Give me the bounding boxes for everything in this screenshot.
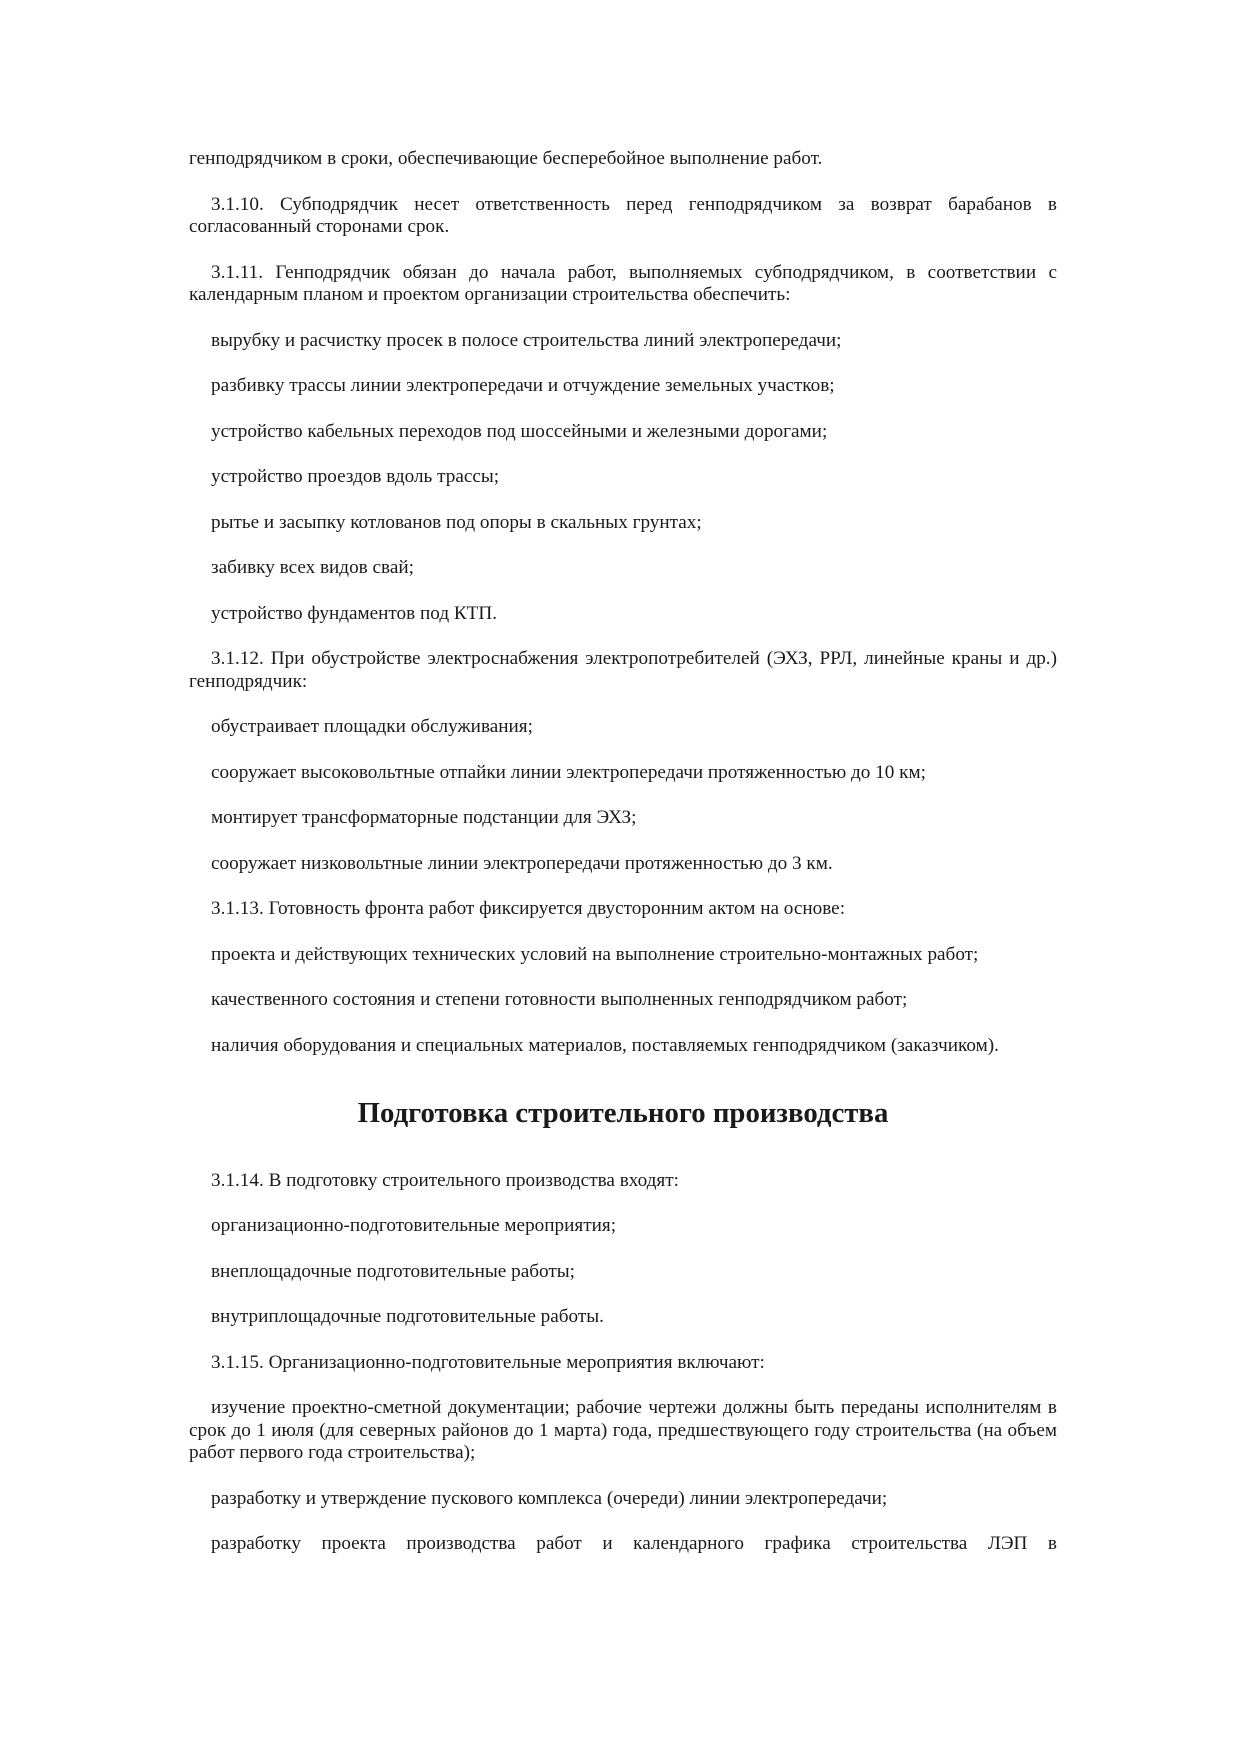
list-item: рытье и засыпку котлованов под опоры в скальных грунтах;	[211, 511, 702, 533]
list-item: сооружает низковольтные линии электропередачи протяженностью до 3 км.	[211, 852, 833, 874]
list-item: устройство проездов вдоль трассы;	[211, 466, 500, 487]
list-item: качественного состояния и степени готовности выполненных генподрядчиком работ;	[211, 989, 908, 1010]
paragraph-3-1-15: 3.1.15. Организационно-подготовительные мероприятия включают:	[211, 1351, 765, 1373]
list-item: проекта и действующих технических условий на выполнение строительно-монтажных работ;	[211, 943, 979, 965]
list-item: разработку и утверждение пускового комплекса (очереди) линии электропередачи;	[211, 1487, 888, 1509]
list-item: разбивку трассы линии электропередачи и отчуждение земельных участков;	[211, 375, 835, 396]
list-item: устройство кабельных переходов под шоссейными и железными дорогами;	[211, 420, 828, 442]
paragraph-3-1-13: 3.1.13. Готовность фронта работ фиксируется двусторонним актом на основе:	[211, 898, 846, 919]
paragraph-3-1-12: 3.1.12. При обустройстве электроснабжения электропотребителей (ЭХЗ, РРЛ, линейные краны и др.) генподрядчик:	[189, 648, 1057, 692]
list-item: наличия оборудования и специальных материалов, поставляемых генподрядчиком (заказчиком).	[211, 1034, 999, 1056]
list-item: устройство фундаментов под КТП.	[211, 602, 498, 624]
list-item: организационно-подготовительные мероприятия;	[211, 1215, 617, 1236]
section-heading: Подготовка строительного производства	[357, 1097, 889, 1129]
paragraph-3-1-11: 3.1.11. Генподрядчик обязан до начала работ, выполняемых субподрядчиком, в соответствии с календарным планом и проектом организации строительства обеспечить:	[189, 261, 1057, 305]
list-item: монтирует трансформаторные подстанции для ЭХЗ;	[211, 807, 637, 828]
paragraph-3-1-14: 3.1.14. В подготовку строительного производства входят:	[211, 1169, 679, 1191]
list-item: разработку проекта производства работ и календарного графика строительства ЛЭП в	[211, 1533, 1057, 1554]
list-item: забивку всех видов свай;	[211, 557, 414, 578]
paragraph-3-1-10: 3.1.10. Субподрядчик несет ответственность перед генподрядчиком за возврат барабанов в согласованный сторонами срок.	[189, 193, 1057, 237]
list-item: изучение проектно-сметной документации; рабочие чертежи должны быть переданы исполнителям в срок до 1 июля (для северных районов до 1 марта) года, предшествующего году строительства (на объем работ первого года строительства);	[189, 1397, 1057, 1463]
document-page	[189, 148, 1057, 1579]
list-item: сооружает высоковольтные отпайки линии электропередачи протяженностью до 10 км;	[211, 761, 926, 783]
list-item: внеплощадочные подготовительные работы;	[211, 1260, 575, 1282]
list-item: внутриплощадочные подготовительные работы.	[211, 1306, 604, 1327]
list-item: вырубку и расчистку просек в полосе строительства линий электропередачи;	[211, 329, 842, 351]
paragraph-continuation: генподрядчиком в сроки, обеспечивающие бесперебойное выполнение работ.	[189, 148, 823, 169]
list-item: обустраивает площадки обслуживания;	[211, 716, 533, 737]
